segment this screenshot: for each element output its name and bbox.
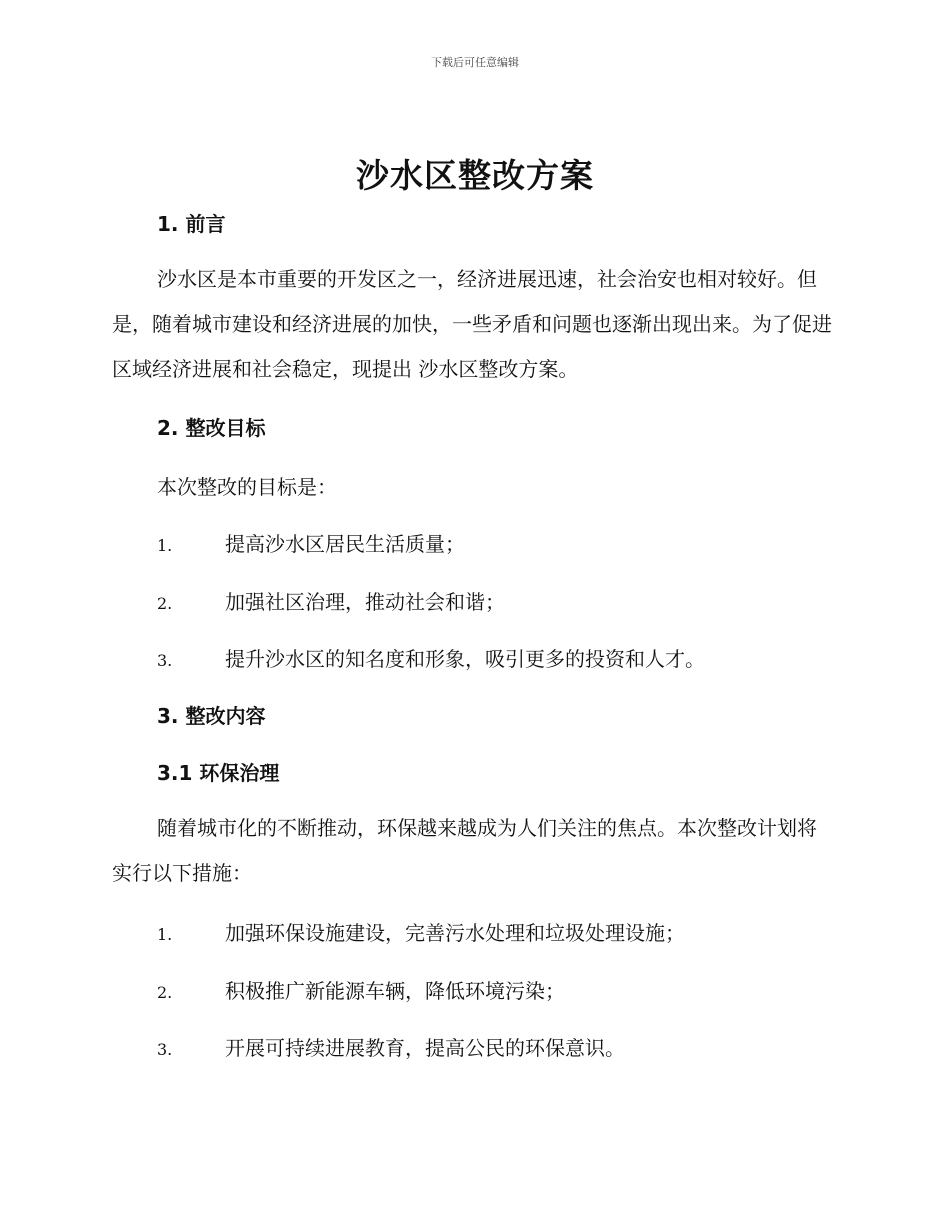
list-item — [157, 1032, 857, 1061]
list-item — [157, 643, 857, 672]
list-item-number: 1. — [157, 925, 173, 944]
list-item-number: 1. — [157, 536, 173, 555]
list-item-text: 积极推广新能源车辆，降低环境污染； — [225, 979, 565, 1003]
list-item-text: 加强社区治理，推动社会和谐； — [225, 590, 505, 614]
list-item — [157, 586, 857, 615]
section-heading-content: 3. 整改内容 — [157, 704, 266, 728]
subsection-heading-environment: 3.1 环保治理 — [157, 761, 280, 785]
list-item-number: 2. — [157, 983, 173, 1002]
list-item-text: 提高沙水区居民生活质量； — [225, 532, 465, 556]
environment-paragraph: 随着城市化的不断推动，环保越来越成为人们关注的焦点。本次整改计划将实行以下措施： — [112, 816, 817, 885]
header-note: 下载后可任意编辑 — [431, 56, 519, 69]
list-item-text: 开展可持续进展教育，提高公民的环保意识。 — [225, 1036, 625, 1060]
preface-paragraph: 沙水区是本市重要的开发区之一，经济进展迅速，社会治安也相对较好。但是，随着城市建设和经济进展的加快，一些矛盾和问题也逐渐出现出来。为了促进区域经济进展和社会稳定，现提出 沙水区整改方案。 — [112, 267, 832, 381]
list-item-number: 3. — [157, 651, 173, 670]
document-title: 沙水区整改方案 — [356, 156, 594, 195]
list-item-text: 加强环保设施建设，完善污水处理和垃圾处理设施； — [225, 921, 685, 945]
list-item — [157, 975, 857, 1004]
list-item-text: 提升沙水区的知名度和形象，吸引更多的投资和人才。 — [225, 647, 705, 671]
section-heading-preface: 1. 前言 — [157, 212, 226, 236]
goals-intro: 本次整改的目标是： — [157, 475, 337, 499]
section-heading-goals: 2. 整改目标 — [157, 416, 266, 440]
list-item-number: 3. — [157, 1040, 173, 1059]
list-item — [157, 917, 857, 946]
list-item-number: 2. — [157, 594, 173, 613]
list-item — [157, 528, 857, 557]
